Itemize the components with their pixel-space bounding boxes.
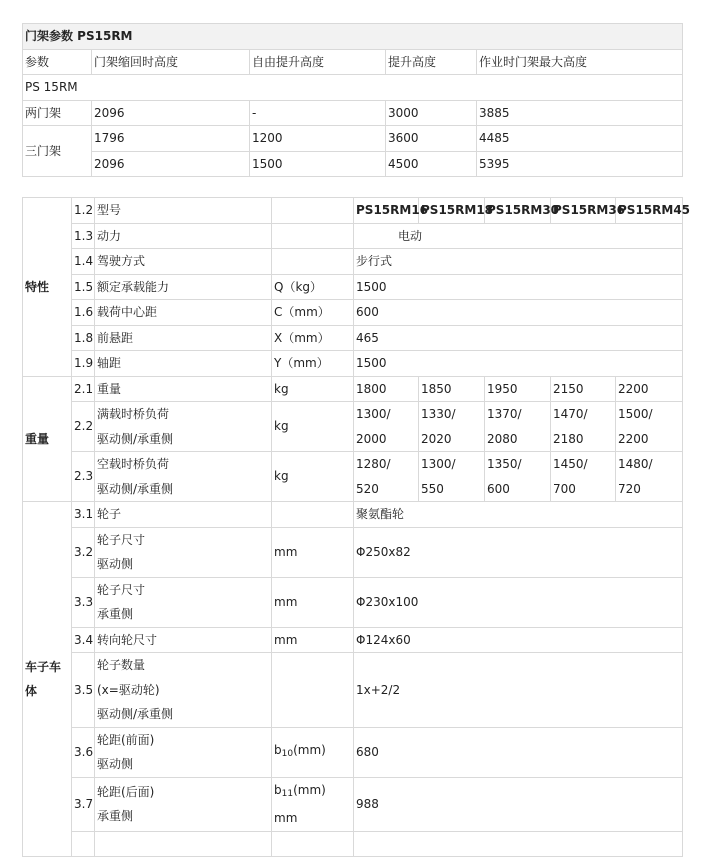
table-row [23,126,683,152]
value-line: 2200 [618,431,649,446]
model-value [616,452,683,502]
param-name [95,653,272,728]
table-row [23,100,683,126]
mast-parameters-table [22,23,683,177]
param-value: 600 [354,300,683,326]
param-name-line: 驱动侧 [97,557,134,571]
param-unit: Y（mm） [272,351,354,377]
row-number: 3.7 [72,777,95,831]
param-name-line: 空载时桥负荷 [97,457,170,471]
unit-base: b [274,742,282,757]
model-name: PS15RM45 [616,198,683,224]
param-value [354,831,683,856]
param-name-line: 轮距(前面) [97,732,155,747]
param-value: 1500 [354,351,683,377]
param-name: 额定承载能力 [95,274,272,300]
unit-suffix: (mm) [293,782,326,797]
spec-table [22,197,691,857]
param-name-line: 承重侧 [97,809,134,823]
model-value [485,452,551,502]
param-unit [272,831,354,856]
row-number: 2.2 [72,402,95,452]
row-number: 2.1 [72,376,95,402]
value-line: 1370/ [487,407,522,421]
value-line: 1330/ [421,407,456,421]
param-unit: Q（kg） [272,274,354,300]
param-name-line: 轮子数量 [97,658,146,672]
row-number: 1.4 [72,249,95,275]
row-number: 3.1 [72,502,95,528]
param-name [95,402,272,452]
param-name: 驾驶方式 [95,249,272,275]
mast-table-title: 门架参数 PS15RM [23,24,683,50]
row-number: 1.8 [72,325,95,351]
param-value: Φ124x60 [354,627,683,653]
unit-line: mm [274,811,298,825]
param-unit: mm [272,527,354,577]
value-line: 2180 [553,431,584,446]
value-line: 700 [553,481,576,496]
cell: 3600 [386,126,477,152]
table-row [23,151,683,177]
mast-model-row: PS 15RM [23,75,683,101]
value-line: 2000 [356,431,387,446]
param-name [95,831,272,856]
param-value: 聚氨酯轮 [354,502,683,528]
value-line: 600 [487,481,510,496]
cell: 5395 [477,151,683,177]
param-name-line: 轮距(后面) [97,784,155,799]
model-value [419,452,485,502]
param-unit: kg [272,452,354,502]
row-number: 1.9 [72,351,95,377]
unit-line [274,778,351,807]
value-line: 720 [618,481,641,496]
param-name: 型号 [95,198,272,224]
param-name [95,777,272,831]
param-name [95,452,272,502]
param-value: 步行式 [354,249,683,275]
param-unit: mm [272,577,354,627]
param-name-line: 轮子尺寸 [97,582,146,597]
row-label: 三门架 [23,126,92,177]
param-name-line: 驱动侧/承重侧 [97,431,174,446]
param-value: 465 [354,325,683,351]
value-line: 1300/ [356,407,391,421]
model-value: 1850 [419,376,485,402]
cell: 2096 [92,100,250,126]
param-name: 重量 [95,376,272,402]
row-number: 1.5 [72,274,95,300]
model-name: PS15RM18 [419,198,485,224]
param-unit [272,198,354,224]
cell: 3885 [477,100,683,126]
model-value: 1950 [485,376,551,402]
mast-header-lift: 提升高度 [386,49,477,75]
row-number: 3.3 [72,577,95,627]
value-line: 550 [421,481,444,496]
param-unit: X（mm） [272,325,354,351]
cell: 1796 [92,126,250,152]
model-value [354,452,419,502]
model-name: PS15RM36 [551,198,616,224]
param-unit [272,727,354,777]
param-name [95,527,272,577]
row-number [72,831,95,856]
model-value [354,402,419,452]
row-number: 3.2 [72,527,95,577]
param-name: 载荷中心距 [95,300,272,326]
param-name: 动力 [95,223,272,249]
value-line: 1480/ [618,457,653,471]
group-label-weight: 重量 [23,376,72,502]
param-unit: kg [272,402,354,452]
model-value [551,402,616,452]
param-name-line: 驱动侧 [97,757,134,771]
model-name: PS15RM30 [485,198,551,224]
value-line: 1450/ [553,457,588,471]
value-line: 2080 [487,431,518,446]
cell: 2096 [92,151,250,177]
cell: 1500 [250,151,386,177]
model-value: 2200 [616,376,683,402]
row-label: 两门架 [23,100,92,126]
model-value [551,452,616,502]
row-number: 3.4 [72,627,95,653]
param-name: 前悬距 [95,325,272,351]
param-name: 轴距 [95,351,272,377]
group-label-features: 特性 [23,198,72,377]
param-unit: C（mm） [272,300,354,326]
param-name: 轮子 [95,502,272,528]
param-value: 680 [354,727,683,777]
param-value: Φ250x82 [354,527,683,577]
param-unit [272,653,354,728]
param-name-line: 驱动侧/承重侧 [97,707,174,721]
model-value [616,402,683,452]
cell: 4500 [386,151,477,177]
value-line: 1350/ [487,457,522,471]
mast-header-retracted: 门架缩回时高度 [92,49,250,75]
param-name-line: 轮子尺寸 [97,532,146,547]
param-unit [272,777,354,831]
param-unit: mm [272,627,354,653]
model-name: PS15RM16 [354,198,419,224]
unit-subscript: 11 [281,788,294,799]
param-name [95,727,272,777]
group-label-chassis [23,502,72,857]
param-name-line: (x=驱动轮) [97,682,160,697]
row-number: 2.3 [72,452,95,502]
param-name-line: 驱动侧/承重侧 [97,481,174,496]
row-number: 3.6 [72,727,95,777]
value-line: 1470/ [553,407,588,421]
param-value: 电动 [354,223,683,249]
cell: - [250,100,386,126]
model-value: 2150 [551,376,616,402]
mast-header-param: 参数 [23,49,92,75]
row-number: 3.5 [72,653,95,728]
param-name-line: 满载时桥负荷 [97,407,170,421]
value-line: 1280/ [356,457,391,471]
param-value: 1x+2/2 [354,653,683,728]
param-value: 1500 [354,274,683,300]
model-value [485,402,551,452]
row-number: 1.2 [72,198,95,224]
mast-header-free-lift: 自由提升高度 [250,49,386,75]
param-name-line: 承重侧 [97,607,134,621]
param-unit [272,249,354,275]
cell: 3000 [386,100,477,126]
param-unit [272,502,354,528]
row-number: 1.3 [72,223,95,249]
value-line: 2020 [421,431,452,446]
param-unit: kg [272,376,354,402]
cell: 1200 [250,126,386,152]
value-line: 1500/ [618,407,653,421]
param-name: 转向轮尺寸 [95,627,272,653]
cell: 4485 [477,126,683,152]
param-value: Φ230x100 [354,577,683,627]
param-value: 988 [354,777,683,831]
mast-header-max: 作业时门架最大高度 [477,49,683,75]
param-unit [272,223,354,249]
unit-subscript: 10 [281,748,294,759]
group-label-text: 车子车体 [25,659,62,698]
param-name [95,577,272,627]
row-number: 1.6 [72,300,95,326]
value-line: 520 [356,481,379,496]
model-value [419,402,485,452]
unit-base: b [274,782,282,797]
unit-suffix: (mm) [293,742,326,757]
model-value: 1800 [354,376,419,402]
value-line: 1300/ [421,457,456,471]
